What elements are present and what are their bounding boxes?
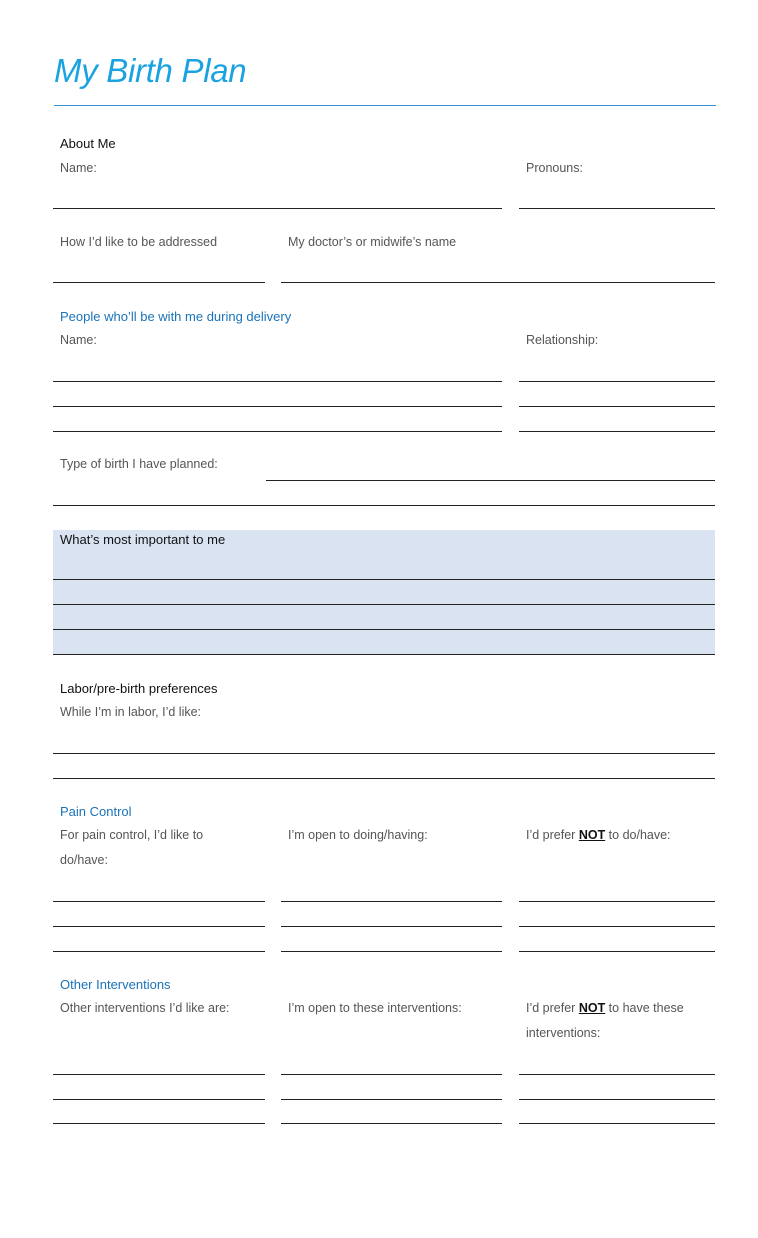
important-field[interactable] (53, 604, 715, 605)
addressed-label: How I’d like to be addressed (60, 235, 218, 249)
pronouns-field[interactable] (519, 208, 715, 209)
relationship-field[interactable] (519, 406, 715, 407)
other-prefer-label (526, 996, 711, 1046)
people-name-label: Name: (60, 333, 97, 347)
other-open-field[interactable] (281, 1099, 502, 1100)
addressed-field[interactable] (53, 282, 265, 283)
other-prefer-field[interactable] (519, 1074, 715, 1075)
pain-heading: Pain Control (60, 804, 132, 819)
relationship-field[interactable] (519, 381, 715, 382)
birth-type-field-line2[interactable] (53, 505, 715, 506)
pain-prefer-prefix: I’d prefer (526, 828, 579, 842)
other-like-label: Other interventions I’d like are: (60, 1001, 230, 1015)
important-field[interactable] (53, 629, 715, 630)
other-prefer-prefix: I’d prefer (526, 1001, 579, 1015)
other-prefer-field[interactable] (519, 1099, 715, 1100)
labor-label: While I’m in labor, I’d like: (60, 705, 202, 719)
other-like-field[interactable] (53, 1074, 265, 1075)
important-shaded-box (53, 530, 715, 654)
people-heading: People who’ll be with me during delivery (60, 309, 292, 324)
other-like-field[interactable] (53, 1123, 265, 1124)
pain-like-label: For pain control, I’d like to do/have: (60, 828, 204, 867)
birth-type-label: Type of birth I have planned: (60, 457, 218, 471)
page-title: My Birth Plan (54, 52, 247, 89)
pain-prefer-field[interactable] (519, 901, 715, 902)
person-name-field[interactable] (53, 381, 502, 382)
relationship-field[interactable] (519, 431, 715, 432)
pain-like-field[interactable] (53, 951, 265, 952)
doctor-label: My doctor’s or midwife’s name (288, 235, 457, 249)
pain-prefer-field[interactable] (519, 926, 715, 927)
pain-prefer-suffix: to do/have: (605, 828, 671, 842)
relationship-label: Relationship: (526, 333, 599, 347)
birth-type-field[interactable] (266, 480, 715, 481)
other-like-field[interactable] (53, 1099, 265, 1100)
other-heading: Other Interventions (60, 977, 171, 992)
labor-field[interactable] (53, 778, 715, 779)
pain-open-field[interactable] (281, 951, 502, 952)
labor-field[interactable] (53, 753, 715, 754)
other-prefer-suffix: to have these interventions: (526, 1001, 684, 1040)
other-open-label: I’m open to these interventions: (288, 1001, 462, 1015)
pain-prefer-label (526, 823, 671, 848)
other-open-field[interactable] (281, 1123, 502, 1124)
name-label: Name: (60, 161, 97, 175)
pain-prefer-not: NOT (578, 828, 606, 842)
other-open-field[interactable] (281, 1074, 502, 1075)
pain-prefer-field[interactable] (519, 951, 715, 952)
pronouns-label: Pronouns: (526, 161, 583, 175)
other-prefer-not: NOT (578, 1001, 606, 1015)
important-heading: What’s most important to me (60, 532, 226, 547)
pain-open-field[interactable] (281, 901, 502, 902)
other-prefer-field[interactable] (519, 1123, 715, 1124)
pain-like-field[interactable] (53, 901, 265, 902)
pain-open-field[interactable] (281, 926, 502, 927)
doctor-field[interactable] (281, 282, 715, 283)
labor-heading: Labor/pre-birth preferences (60, 681, 218, 696)
about-heading: About Me (60, 136, 116, 151)
title-divider (54, 105, 716, 106)
pain-open-label: I’m open to doing/having: (288, 828, 428, 842)
pain-like-field[interactable] (53, 926, 265, 927)
important-field[interactable] (53, 579, 715, 580)
name-field[interactable] (53, 208, 502, 209)
person-name-field[interactable] (53, 406, 502, 407)
person-name-field[interactable] (53, 431, 502, 432)
important-field[interactable] (53, 654, 715, 655)
